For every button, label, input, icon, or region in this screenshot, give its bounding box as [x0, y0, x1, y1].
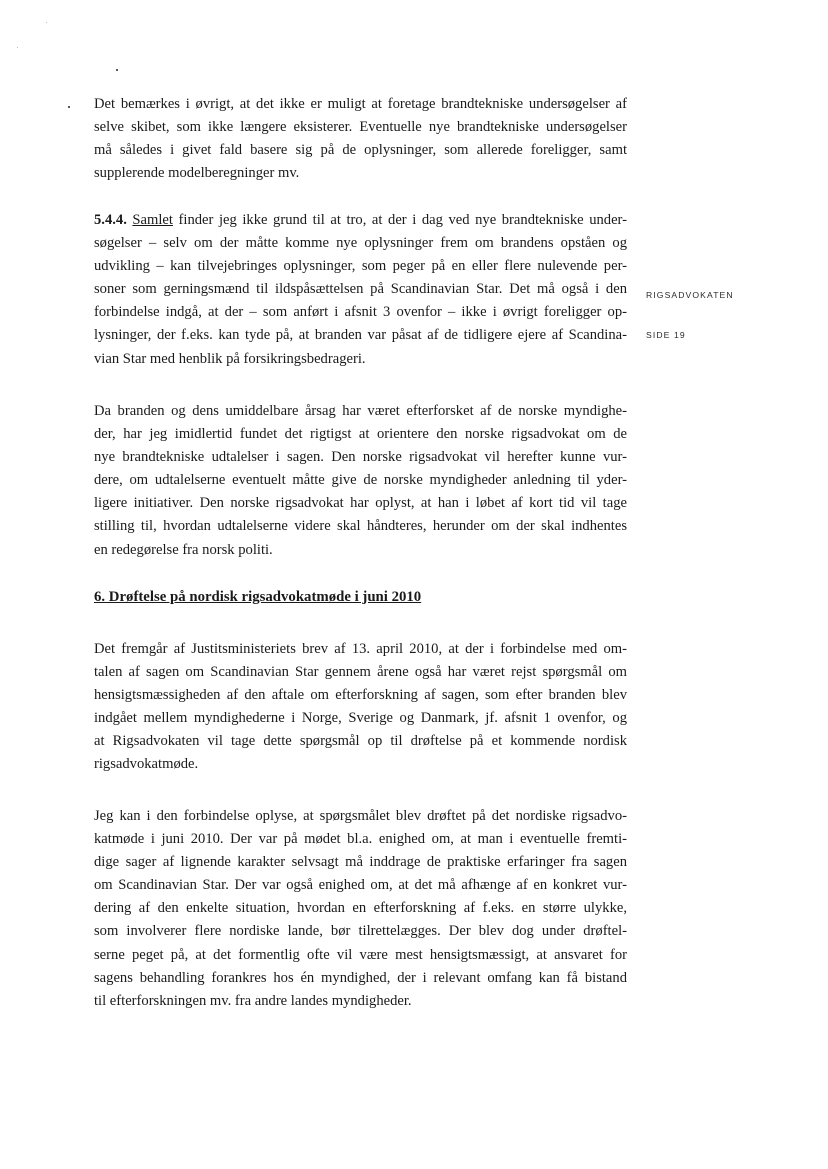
- office-label: RIGSADVOKATEN: [646, 290, 734, 300]
- paragraph-line: rigsadvokatmøde.: [94, 756, 199, 773]
- paragraph-5-4-4: [94, 209, 627, 371]
- scan-dot: [68, 106, 70, 108]
- section-heading: 6. Drøftelse på nordisk rigsadvokatmøde i juni 2010: [94, 589, 422, 605]
- paragraph-line: udvikling – kan tilvejebringes oplysninger, som peger på en eller flere nulevende per-: [94, 258, 627, 275]
- paragraph-line: dige sager af lignende karakter selvsagt må inddrage de praktiske erfaringer fra sagen: [94, 854, 627, 871]
- paragraph-line: sagens behandling forankres hos én myndighed, der i relevant omfang kan få bistand: [94, 969, 627, 986]
- paragraph-line: som involverer flere nordiske lande, bør tilrettelægges. Der blev dog under drøftel-: [94, 923, 627, 940]
- paragraph-line: må således i givet fald basere sig på de oplysninger, som allerede foreligger, samt: [94, 142, 627, 159]
- paragraph-line: til efterforskningen mv. fra andre landes myndigheder.: [94, 992, 412, 1009]
- paragraph-line: selve skibet, som ikke længere eksisterer. Eventuelle nye brandtekniske undersøgelser: [94, 119, 627, 136]
- lead-word: Samlet: [132, 212, 173, 228]
- page-number-label: SIDE 19: [646, 330, 686, 340]
- paragraph-line: søgelser – selv om der måtte komme nye oplysninger frem om brandens opståen og: [94, 235, 627, 252]
- paragraph-line: indgået mellem myndighederne i Norge, Sverige og Danmark, jf. afsnit 1 ovenfor, og: [94, 710, 627, 727]
- paragraph-line: lysninger, der f.eks. kan tyde på, at branden var påsat af de tidligere ejere af Scandina-: [94, 327, 627, 344]
- paragraph-line: hensigtsmæssigheden af den aftale om efterforskning af sagen, som efter branden blev: [94, 687, 627, 704]
- paragraph-line: soner som gerningsmænd til ildspåsættelsen på Scandinavian Star. Det må også i den: [94, 281, 627, 298]
- paragraph-line: at Rigsadvokaten vil tage dette spørgsmål op til drøftelse på et kommende nordisk: [94, 733, 627, 750]
- first-line-rest: finder jeg ikke grund til at tro, at der i dag ved nye brandtekniske under-: [172, 212, 627, 228]
- scan-speck: [17, 47, 18, 48]
- paragraph-line: katmøde i juni 2010. Der var på mødet bl.a. enighed om, at man i eventuelle fremti-: [94, 831, 627, 848]
- paragraph-5: [94, 805, 627, 1013]
- paragraph-first-line: [94, 209, 627, 232]
- scan-dot: [116, 69, 118, 71]
- paragraph-line: dering af den enkelte situation, hvordan en efterforskning af f.eks. en større ulykke,: [94, 900, 627, 917]
- paragraph-line: stilling til, hvordan udtalelserne videre skal håndteres, herunder om der skal indhentes: [94, 518, 627, 535]
- scan-speck: [46, 22, 47, 23]
- paragraph-line: Det fremgår af Justitsministeriets brev af 13. april 2010, at der i forbindelse med om-: [94, 641, 627, 657]
- paragraph-line: talen af sagen om Scandinavian Star gennem årene også har været rejst spørgsmål om: [94, 664, 627, 681]
- paragraph-line: nye brandtekniske udtalelser i sagen. Den norske rigsadvokat vil herefter kunne vur-: [94, 449, 627, 466]
- paragraph-line: serne peget på, at det formentlig ofte vil være mest hensigtsmæssigt, at ansvaret for: [94, 946, 627, 963]
- paragraph-line: supplerende modelberegninger mv.: [94, 165, 300, 182]
- paragraph-line: om Scandinavian Star. Der var også enighed om, at det må afhænge af en konkret vur-: [94, 877, 627, 894]
- paragraph-line: ligere initiativer. Den norske rigsadvokat har oplyst, at han i løbet af kort tid vil tage: [94, 495, 627, 512]
- paragraph-line: forbindelse indgå, at der – som anført i afsnit 3 ovenfor – ikke i øvrigt foreligger op-: [94, 304, 627, 321]
- paragraph-line: Jeg kan i den forbindelse oplyse, at spørgsmålet blev drøftet på det nordiske rigsadvo-: [94, 808, 627, 824]
- paragraph-line: der, har jeg imidlertid fundet det rigtigst at orientere den norske rigsadvokat om de: [94, 426, 627, 443]
- paragraph-line: dere, om udtalelserne eventuelt måtte give de norske myndigheder anledning til yder-: [94, 472, 627, 489]
- paragraph-line: en redegørelse fra norsk politi.: [94, 541, 273, 558]
- paragraph-4: [94, 638, 627, 777]
- paragraph-1: [94, 93, 627, 185]
- section-number: 5.4.4.: [94, 212, 127, 228]
- paragraph-3: [94, 400, 627, 562]
- paragraph-line: Det bemærkes i øvrigt, at det ikke er muligt at foretage brandtekniske undersøgelser af: [94, 96, 627, 112]
- paragraph-line: vian Star med henblik på forsikringsbedrageri.: [94, 350, 366, 367]
- paragraph-line: Da branden og dens umiddelbare årsag har været efterforsket af de norske myndighe-: [94, 403, 627, 419]
